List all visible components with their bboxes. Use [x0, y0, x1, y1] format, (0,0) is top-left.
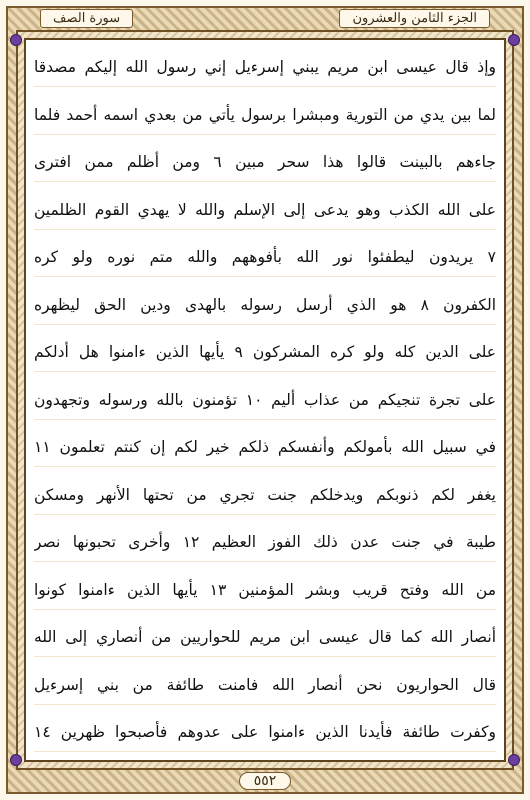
text-line: الكفرون ٨ هو الذي أرسل رسوله بالهدى ودين الحق ليظهره	[34, 286, 496, 325]
corner-ornament-icon	[10, 34, 22, 46]
text-line: طيبة في جنت عدن ذلك الفوز العظيم ١٢ وأخرى تحبونها نصر	[34, 523, 496, 562]
text-line: على الله الكذب وهو يدعى إلى الإسلم والله لا يهدي القوم الظلمين	[34, 191, 496, 230]
corner-ornament-icon	[508, 754, 520, 766]
text-line: جاءهم بالبينت قالوا هذا سحر مبين ٦ ومن أظلم ممن افترى	[34, 143, 496, 182]
text-line: قال الحواريون نحن أنصار الله فامنت طائفة من بني إسرءيل	[34, 666, 496, 705]
text-line: في سبيل الله بأمولكم وأنفسكم ذلكم خير لكم إن كنتم تعلمون ١١	[34, 428, 496, 467]
text-line: على تجرة تنجيكم من عذاب أليم ١٠ تؤمنون بالله ورسوله وتجهدون	[34, 381, 496, 420]
surah-name: سورة الصف	[40, 9, 133, 28]
text-line: لما بين يدي من التورية ومبشرا برسول يأتي من بعدي اسمه أحمد فلما	[34, 96, 496, 135]
text-line: وكفرت طائفة فأيدنا الذين ءامنوا على عدوهم فأصبحوا ظهرين ١٤	[34, 713, 496, 752]
corner-ornament-icon	[10, 754, 22, 766]
juz-name: الجزء الثامن والعشرون	[339, 9, 490, 28]
text-line: وإذ قال عيسى ابن مريم يبني إسرءيل إني رسول الله إليكم مصدقا	[34, 48, 496, 87]
text-line: يغفر لكم ذنوبكم ويدخلكم جنت تجري من تحتها الأنهر ومسكن	[34, 476, 496, 515]
text-line: ٧ يريدون ليطفئوا نور الله بأفوههم والله متم نوره ولو كره	[34, 238, 496, 277]
corner-ornament-icon	[508, 34, 520, 46]
text-line: أنصار الله كما قال عيسى ابن مريم للحواريين من أنصاري إلى الله	[34, 618, 496, 657]
page-footer	[0, 770, 530, 792]
page-number: ٥٥٢	[239, 772, 292, 790]
page-header	[6, 6, 524, 30]
verse-text-area	[34, 48, 496, 752]
text-line: من الله وفتح قريب وبشر المؤمنين ١٣ يأيها الذين ءامنوا كونوا	[34, 571, 496, 610]
text-line: على الدين كله ولو كره المشركون ٩ يأيها الذين ءامنوا هل أدلكم	[34, 333, 496, 372]
